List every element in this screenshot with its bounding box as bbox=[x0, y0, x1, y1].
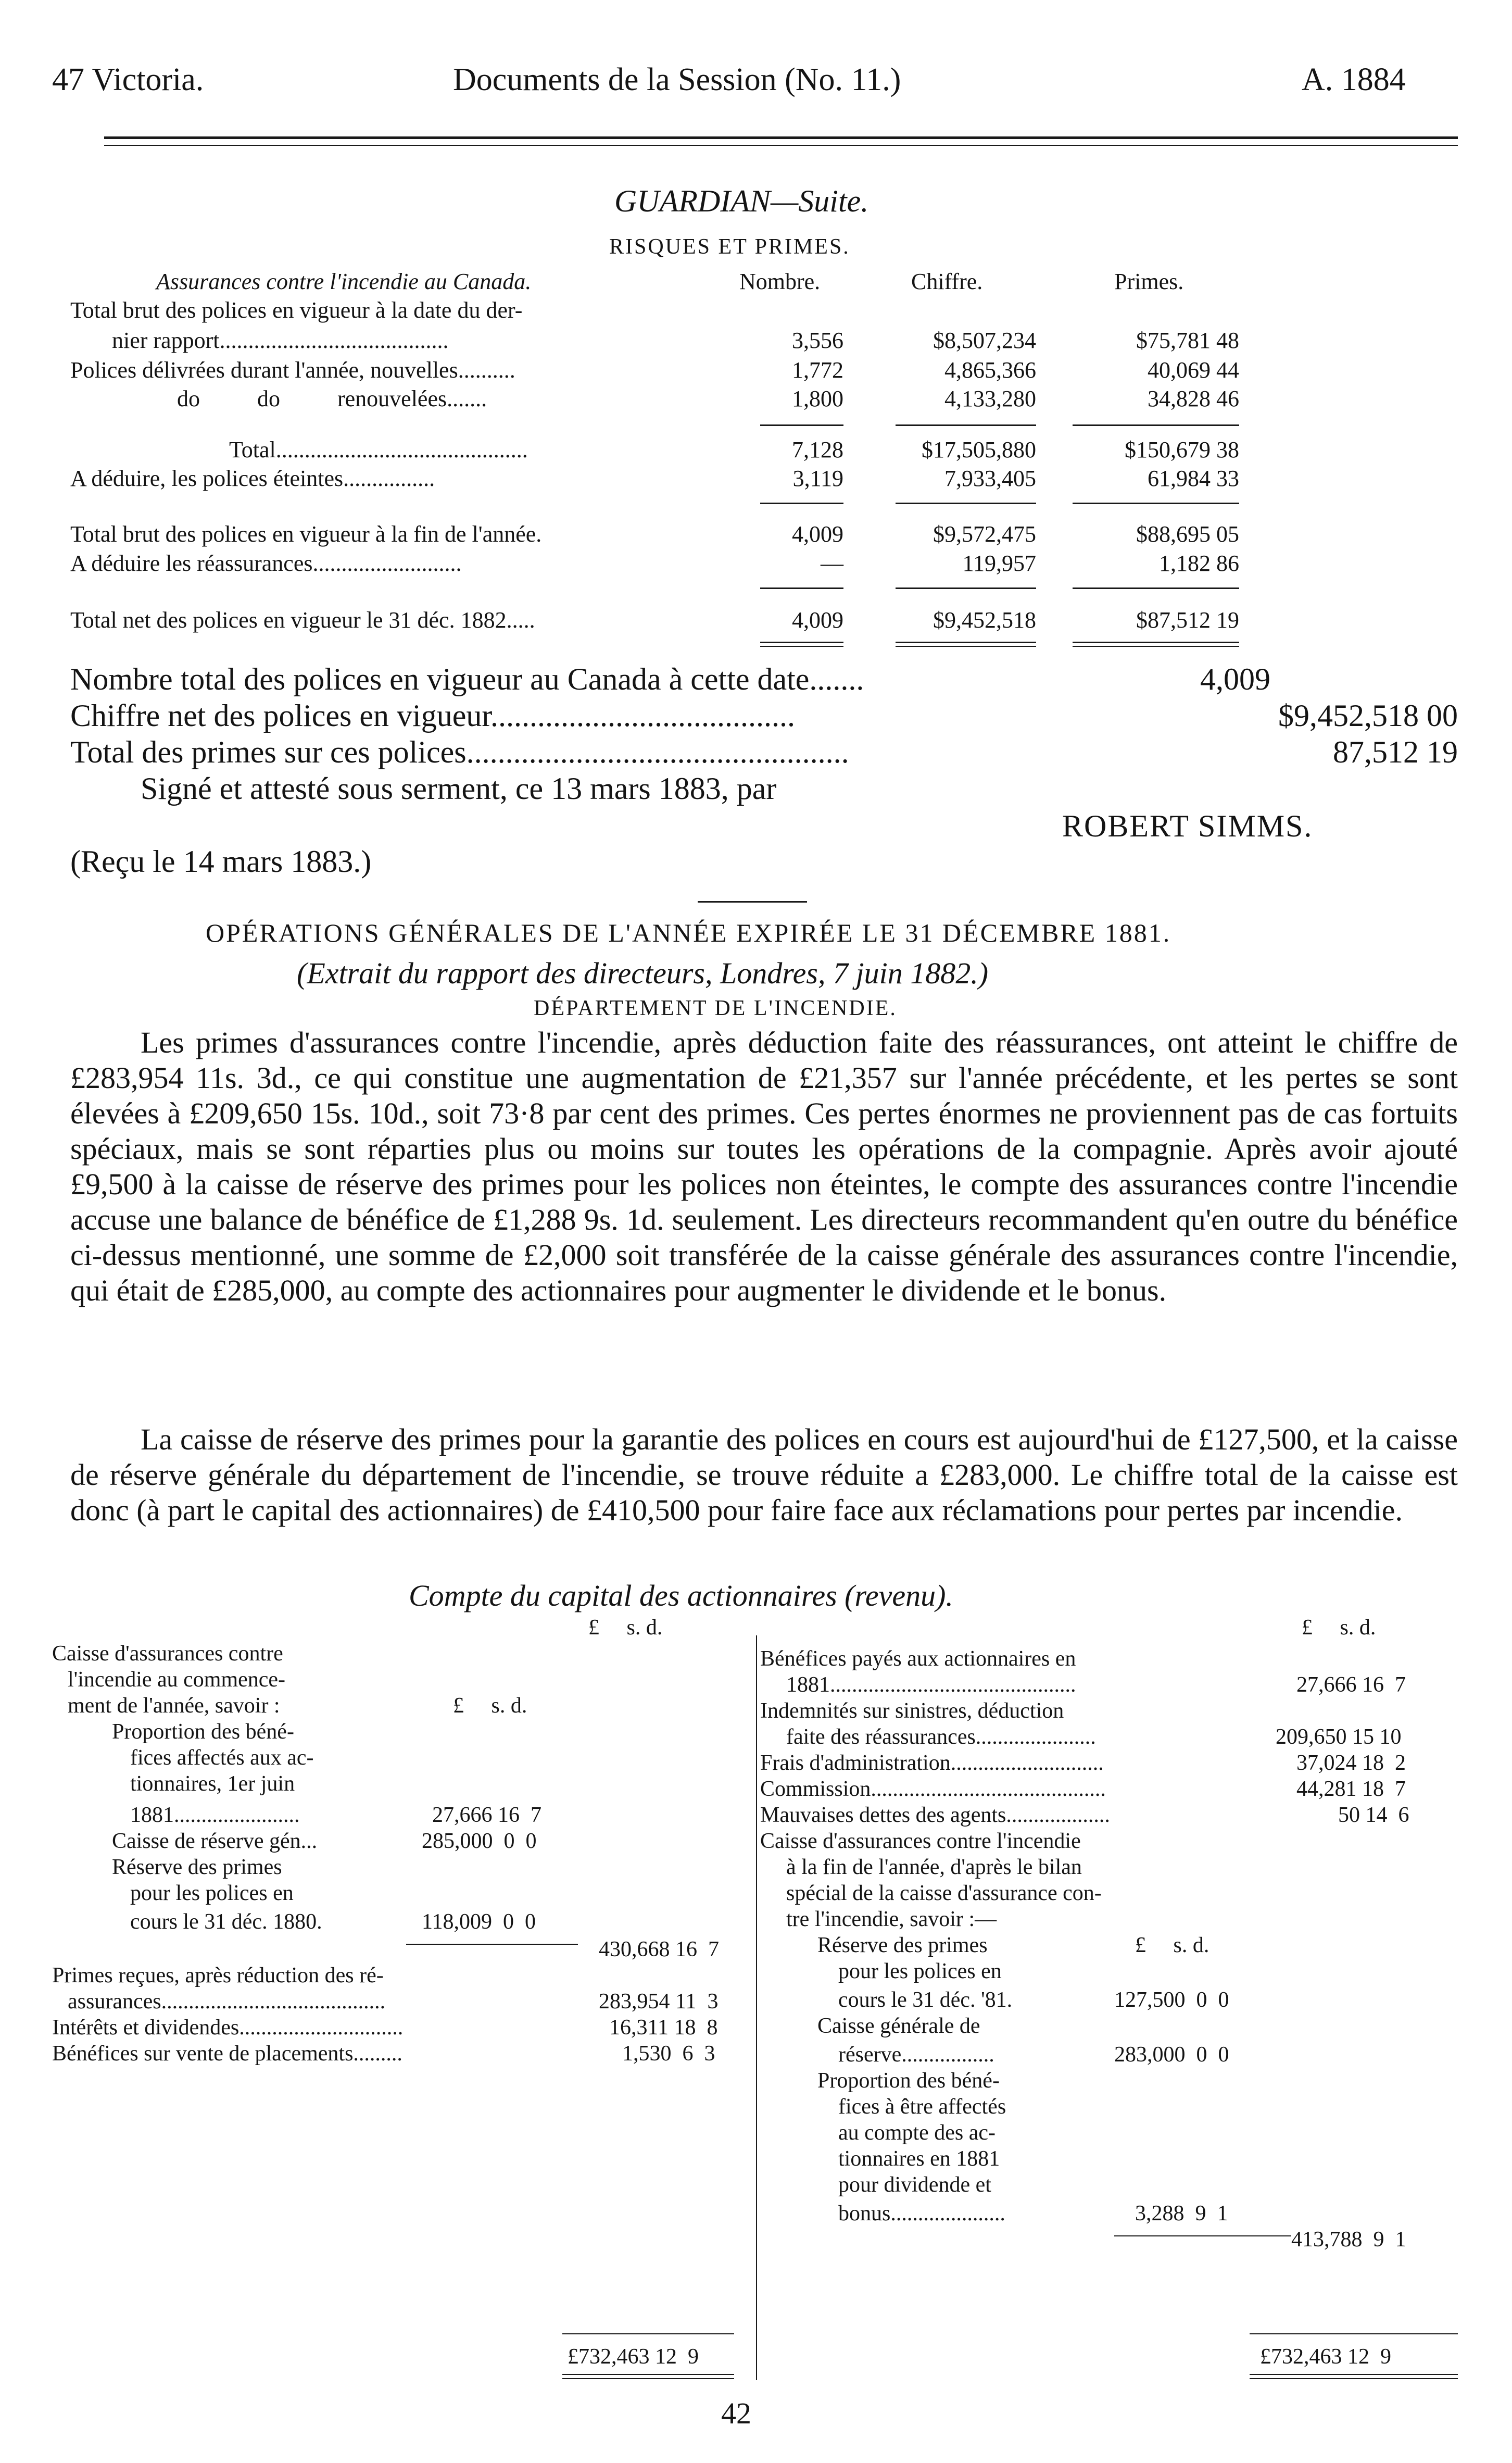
row-4-primes: $150,679 38 bbox=[1125, 437, 1239, 462]
row-1-nombre: 3,556 bbox=[792, 328, 843, 353]
rule-chiffre-2 bbox=[896, 503, 1036, 504]
right-line-7: Mauvaises dettes des agents................... bbox=[760, 1803, 1110, 1827]
left-line-14: Intérêts et dividendes.............................. bbox=[52, 2016, 404, 2040]
right-line-13: pour les polices en bbox=[838, 1959, 1002, 1983]
header-left: 47 Victoria. bbox=[52, 62, 204, 97]
row-3-nombre: 1,800 bbox=[792, 386, 843, 411]
rule-chiffre-1 bbox=[896, 424, 1036, 426]
right-line-21: pour dividende et bbox=[838, 2173, 991, 2197]
row-4-label: Total............................................ bbox=[229, 437, 528, 462]
row-3-chiffre: 4,133,280 bbox=[944, 386, 1036, 411]
rule-chiffre-3 bbox=[896, 587, 1036, 589]
right-value-4: 209,650 15 10 bbox=[1276, 1725, 1402, 1749]
right-line-9: à la fin de l'année, d'après le bilan bbox=[786, 1855, 1082, 1879]
row-8-label: Total net des polices en vigueur le 31 déc. 1882..... bbox=[70, 607, 535, 633]
row-7-label: A déduire les réassurances.......................... bbox=[70, 551, 462, 576]
left-value-14: 16,311 18 8 bbox=[609, 2016, 718, 2040]
left-line-2: l'incendie au commence- bbox=[68, 1668, 286, 1692]
left-line-1: Caisse d'assurances contre bbox=[52, 1642, 283, 1666]
page-number: 42 bbox=[721, 2396, 751, 2430]
summary-line3-label: Total des primes sur ces polices................................................. bbox=[70, 735, 849, 769]
paragraph-1: Les primes d'assurances contre l'incendie, après déduction faite des réassurances, ont atteint le chiffre de £283,954 11s. 3d., ce qui constitue une augmentation de £21,357 sur l'année précédente, et les pertes se sont élevées à £209,650 15s. 10d., soit 73·8 par cent des primes. Ces pertes énormes ne proviennent pas de cas fortuits spéciaux, mais se sont réparties plus ou moins sur toutes les opérations de la compagnie. Après avoir ajouté £9,500 à la caisse de réserve des primes pour les polices non éteintes, le compte des assurances contre l'incendie accuse une balance de bénéfice de £1,288 9s. 1d. seulement. Les directeurs recommandent qu'en outre du bénéfice ci-dessus mentionné, une somme de £2,000 soit transférée de la caisse générale des assurances contre l'incendie, qui était de £285,000, au compte des actionnaires pour augmenter le dividende et le bonus. bbox=[70, 1026, 1458, 1307]
row-5-nombre: 3,119 bbox=[792, 466, 843, 491]
left-line-9: Réserve des primes bbox=[112, 1855, 282, 1879]
row-6-label: Total brut des polices en vigueur à la fin de l'année. bbox=[70, 521, 542, 547]
right-total-underline-a bbox=[1250, 2374, 1458, 2375]
row-8-primes: $87,512 19 bbox=[1136, 607, 1239, 633]
left-line-15: Bénéfices sur vente de placements......... bbox=[52, 2042, 402, 2066]
right-line-19: au compte des ac- bbox=[838, 2121, 996, 2145]
right-line-16: réserve................. bbox=[838, 2043, 994, 2067]
right-value-14: 127,500 0 0 bbox=[1114, 1988, 1229, 2012]
left-currency-header: £ s. d. bbox=[453, 1694, 527, 1718]
rule-nombre-4a bbox=[760, 642, 843, 643]
right-line-14: cours le 31 déc. '81. bbox=[838, 1988, 1013, 2012]
row-4-nombre: 7,128 bbox=[792, 437, 843, 462]
right-line-17: Proportion des béné- bbox=[817, 2069, 1000, 2093]
summary-line1-label: Nombre total des polices en vigueur au Canada à cette date....... bbox=[70, 662, 864, 696]
summary-line2-value: $9,452,518 00 bbox=[1278, 698, 1458, 733]
row-3-primes: 34,828 46 bbox=[1148, 386, 1239, 411]
row-4-chiffre: $17,505,880 bbox=[922, 437, 1036, 462]
left-subtotal-rule bbox=[406, 1944, 578, 1945]
left-total-rule bbox=[562, 2333, 734, 2334]
left-subtotal: 430,668 16 7 bbox=[599, 1937, 719, 1961]
right-line-11: tre l'incendie, savoir :— bbox=[786, 1907, 997, 1931]
col-header-label: Assurances contre l'incendie au Canada. bbox=[156, 269, 532, 294]
right-line-22: bonus..................... bbox=[838, 2202, 1005, 2226]
right-value-2: 27,666 16 7 bbox=[1296, 1673, 1406, 1697]
left-line-5: fices affectés aux ac- bbox=[130, 1746, 314, 1770]
account-title: Compte du capital des actionnaires (revenu). bbox=[409, 1579, 953, 1612]
left-grand-total: £732,463 12 9 bbox=[568, 2345, 699, 2369]
summary-line3-value: 87,512 19 bbox=[1333, 735, 1458, 769]
right-value-22: 3,288 9 1 bbox=[1135, 2202, 1228, 2226]
left-value-11: 118,009 0 0 bbox=[422, 1910, 536, 1934]
left-line-3: ment de l'année, savoir : bbox=[68, 1694, 280, 1718]
account-header-left: £ s. d. bbox=[588, 1616, 663, 1640]
risques-heading: RISQUES ET PRIMES. bbox=[609, 235, 850, 259]
row-6-chiffre: $9,572,475 bbox=[933, 521, 1036, 547]
header-rule-bottom bbox=[104, 145, 1458, 146]
right-line-10: spécial de la caisse d'assurance con- bbox=[786, 1881, 1102, 1905]
rule-nombre-2 bbox=[760, 503, 843, 504]
col-header-nombre: Nombre. bbox=[739, 269, 821, 294]
rule-primes-1 bbox=[1073, 424, 1239, 426]
section-title: GUARDIAN—Suite. bbox=[614, 184, 869, 218]
right-subtotal: 413,788 9 1 bbox=[1291, 2228, 1406, 2252]
right-line-20: tionnaires en 1881 bbox=[838, 2147, 1000, 2171]
left-line-6: tionnaires, 1er juin bbox=[130, 1772, 295, 1796]
rule-nombre-4b bbox=[760, 646, 843, 647]
paragraph-2: La caisse de réserve des primes pour la garantie des polices en cours est aujourd'hui de £127,500, et la caisse de réserve générale du département de l'incendie, se trouve réduite a £283,000. Le chiffre total de la caisse est donc (à part le capital des actionnaires) de £410,500 pour faire face aux réclamations pour pertes par incendie. bbox=[70, 1422, 1458, 1527]
left-line-10: pour les polices en bbox=[130, 1881, 294, 1905]
right-grand-total: £732,463 12 9 bbox=[1260, 2345, 1391, 2369]
rule-chiffre-4a bbox=[896, 642, 1036, 643]
left-total-underline-b bbox=[562, 2378, 734, 2379]
right-subtotal-rule bbox=[1114, 2235, 1291, 2236]
summary-line2-label: Chiffre net des polices en vigueur....................................... bbox=[70, 698, 796, 733]
right-line-4: faite des réassurances...................... bbox=[786, 1725, 1096, 1749]
operations-title: OPÉRATIONS GÉNÉRALES DE L'ANNÉE EXPIRÉE LE 31 DÉCEMBRE 1881. bbox=[206, 918, 1171, 947]
column-divider bbox=[756, 1635, 757, 2380]
row-8-nombre: 4,009 bbox=[792, 607, 843, 633]
department-heading: DÉPARTEMENT DE L'INCENDIE. bbox=[534, 996, 897, 1020]
right-value-7: 50 14 6 bbox=[1338, 1803, 1409, 1827]
left-value-8: 285,000 0 0 bbox=[422, 1829, 537, 1853]
row-5-chiffre: 7,933,405 bbox=[944, 466, 1036, 491]
right-line-15: Caisse générale de bbox=[817, 2014, 980, 2038]
row-2-primes: 40,069 44 bbox=[1148, 357, 1239, 383]
right-total-rule bbox=[1250, 2333, 1458, 2334]
right-value-5: 37,024 18 2 bbox=[1296, 1751, 1406, 1775]
left-line-7: 1881....................... bbox=[130, 1803, 300, 1827]
row-8-chiffre: $9,452,518 bbox=[933, 607, 1036, 633]
right-line-18: fices à être affectés bbox=[838, 2095, 1006, 2119]
rule-primes-4b bbox=[1073, 646, 1239, 647]
row-2-chiffre: 4,865,366 bbox=[944, 357, 1036, 383]
rule-primes-3 bbox=[1073, 587, 1239, 589]
row-1-label-line2: nier rapport........................................ bbox=[112, 328, 449, 353]
left-line-4: Proportion des béné- bbox=[112, 1720, 294, 1744]
operations-subtitle: (Extrait du rapport des directeurs, Londres, 7 juin 1882.) bbox=[297, 956, 989, 990]
left-value-15: 1,530 6 3 bbox=[622, 2042, 715, 2066]
header-center: Documents de la Session (No. 11.) bbox=[453, 62, 901, 97]
rule-nombre-3 bbox=[760, 587, 843, 589]
left-value-13: 283,954 11 3 bbox=[599, 1990, 719, 2014]
col-header-primes: Primes. bbox=[1114, 269, 1184, 294]
row-6-nombre: 4,009 bbox=[792, 521, 843, 547]
right-line-6: Commission........................................... bbox=[760, 1777, 1106, 1801]
right-line-3: Indemnités sur sinistres, déduction bbox=[760, 1699, 1064, 1723]
left-total-underline-a bbox=[562, 2374, 734, 2375]
account-header-right: £ s. d. bbox=[1302, 1616, 1376, 1640]
row-1-chiffre: $8,507,234 bbox=[933, 328, 1036, 353]
rule-primes-2 bbox=[1073, 503, 1239, 504]
header-right: A. 1884 bbox=[1302, 62, 1406, 97]
right-line-1: Bénéfices payés aux actionnaires en bbox=[760, 1647, 1076, 1671]
left-line-11: cours le 31 déc. 1880. bbox=[130, 1910, 322, 1934]
left-line-12: Primes reçues, après réduction des ré- bbox=[52, 1964, 384, 1987]
right-line-2: 1881............................................. bbox=[786, 1673, 1076, 1697]
row-5-label: A déduire, les polices éteintes................ bbox=[70, 466, 435, 491]
row-3-label: do do renouvelées....... bbox=[177, 386, 487, 411]
right-line-12: Réserve des primes bbox=[817, 1933, 988, 1957]
left-value-7: 27,666 16 7 bbox=[432, 1803, 541, 1827]
signer-name: ROBERT SIMMS. bbox=[1062, 809, 1313, 843]
col-header-chiffre: Chiffre. bbox=[911, 269, 983, 294]
right-value-16: 283,000 0 0 bbox=[1114, 2043, 1229, 2067]
summary-line1-value: 4,009 bbox=[1200, 662, 1270, 696]
row-1-primes: $75,781 48 bbox=[1136, 328, 1239, 353]
header-rule-top bbox=[104, 136, 1458, 139]
row-2-nombre: 1,772 bbox=[792, 357, 843, 383]
received-date: (Reçu le 14 mars 1883.) bbox=[70, 844, 372, 879]
row-6-primes: $88,695 05 bbox=[1136, 521, 1239, 547]
right-total-underline-b bbox=[1250, 2378, 1458, 2379]
separator-rule bbox=[698, 901, 807, 903]
left-line-13: assurances......................................... bbox=[68, 1990, 386, 2014]
row-7-primes: 1,182 86 bbox=[1159, 551, 1239, 576]
signed-statement: Signé et attesté sous serment, ce 13 mars 1883, par bbox=[141, 771, 777, 806]
right-line-5: Frais d'administration............................ bbox=[760, 1751, 1104, 1775]
right-currency-header: £ s. d. bbox=[1135, 1933, 1209, 1957]
row-2-label: Polices délivrées durant l'année, nouvelles.......... bbox=[70, 357, 515, 383]
row-7-chiffre: 119,957 bbox=[962, 551, 1036, 576]
row-7-nombre: — bbox=[821, 551, 843, 576]
rule-nombre-1 bbox=[760, 424, 843, 426]
right-line-8: Caisse d'assurances contre l'incendie bbox=[760, 1829, 1081, 1853]
row-1-label-line1: Total brut des polices en vigueur à la date du der- bbox=[70, 297, 523, 323]
right-value-6: 44,281 18 7 bbox=[1296, 1777, 1406, 1801]
left-line-8: Caisse de réserve gén... bbox=[112, 1829, 318, 1853]
rule-primes-4a bbox=[1073, 642, 1239, 643]
row-5-primes: 61,984 33 bbox=[1148, 466, 1239, 491]
rule-chiffre-4b bbox=[896, 646, 1036, 647]
